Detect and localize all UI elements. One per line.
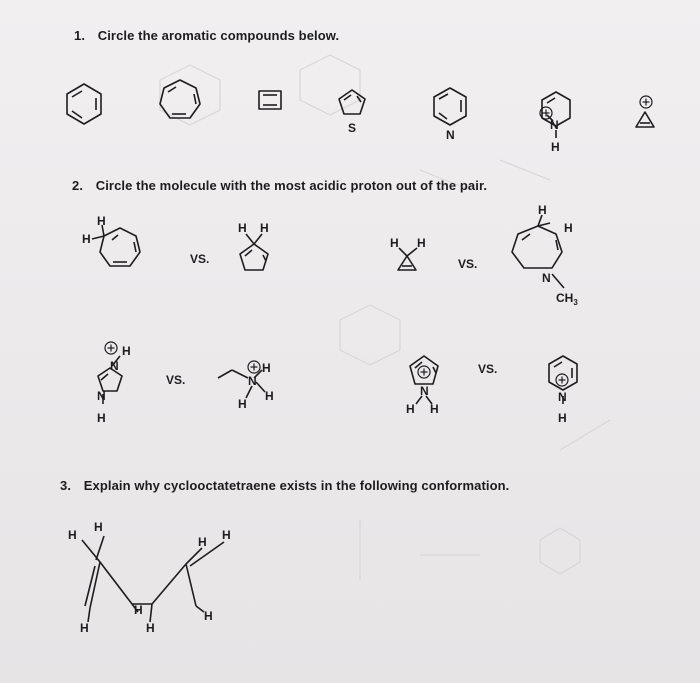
atom-label-h: H — [238, 397, 247, 411]
atom-label-h: H — [417, 236, 426, 250]
positive-charge-icon — [640, 96, 652, 108]
atom-label-h: H — [134, 603, 143, 617]
atom-label-h: H — [80, 621, 89, 635]
atom-label-n: N — [110, 359, 119, 373]
atom-label-h: H — [204, 609, 213, 623]
atom-label-h: H — [222, 528, 231, 542]
atom-label-h: H — [97, 411, 106, 425]
cyclopropenyl-cation-structure — [636, 112, 654, 127]
atom-label-n: N — [550, 118, 559, 132]
azepine-pair-right — [512, 215, 564, 288]
atom-labels — [68, 118, 578, 635]
aminium-pair-right — [218, 370, 265, 398]
atom-label-h: H — [146, 621, 155, 635]
atom-label-h: H — [538, 203, 547, 217]
atom-label-h: H — [122, 344, 131, 358]
benzene-structure — [67, 84, 101, 124]
question-1-text: Circle the aromatic compounds below. — [97, 28, 340, 43]
atom-label-h: H — [97, 214, 106, 228]
thiophene-structure — [339, 90, 365, 114]
cyclopropene-pair-left — [398, 248, 417, 270]
atom-label-h: H — [262, 361, 271, 375]
cyclopentadiene-pair-right — [240, 234, 268, 270]
positive-charge-icon — [556, 374, 568, 386]
atom-label-h: H — [260, 221, 269, 235]
cycloheptatriene-pair-left — [92, 225, 140, 266]
positive-charge-icon — [418, 366, 430, 378]
question-1-number: 1. — [74, 28, 86, 43]
atom-label-h: H — [564, 221, 573, 235]
atom-label-n: N — [248, 374, 257, 388]
positive-charge-icon — [248, 361, 260, 373]
atom-label-n: N — [446, 128, 455, 142]
question-2-number: 2. — [72, 178, 84, 193]
versus-label: VS. — [166, 373, 186, 387]
atom-label-n: N — [420, 384, 429, 398]
versus-label: VS. — [458, 257, 478, 271]
atom-label-n: N — [542, 271, 551, 285]
atom-label-ch3: $CH_3$ — [556, 291, 578, 307]
atom-label-s: S — [348, 121, 357, 135]
atom-label-n: N — [558, 390, 567, 404]
atom-label-n: N — [97, 389, 106, 403]
versus-label: VS. — [190, 252, 210, 266]
atom-label-h: H — [551, 140, 560, 154]
atom-label-h: H — [265, 389, 274, 403]
pyridine-structure — [434, 88, 466, 125]
atom-label-h: H — [558, 411, 567, 425]
cycloheptatriene-structure — [160, 80, 200, 118]
atom-label-h: H — [94, 520, 103, 534]
positive-charge-icon — [105, 342, 117, 354]
question-3-number: 3. — [60, 478, 72, 493]
atom-label-h: H — [238, 221, 247, 235]
versus-label: VS. — [478, 362, 498, 376]
atom-label-h: H — [430, 402, 439, 416]
question-2-text: Circle the molecule with the most acidic proton out of the pair. — [95, 178, 488, 193]
question-3-text: Explain why cyclooctatetraene exists in the following conformation. — [83, 478, 510, 493]
atom-label-h: H — [406, 402, 415, 416]
atom-label-h: H — [82, 232, 91, 246]
cyclobutadiene-structure — [259, 91, 281, 109]
atom-label-h: H — [390, 236, 399, 250]
atom-label-h: H — [198, 535, 207, 549]
atom-label-h: H — [68, 528, 77, 542]
